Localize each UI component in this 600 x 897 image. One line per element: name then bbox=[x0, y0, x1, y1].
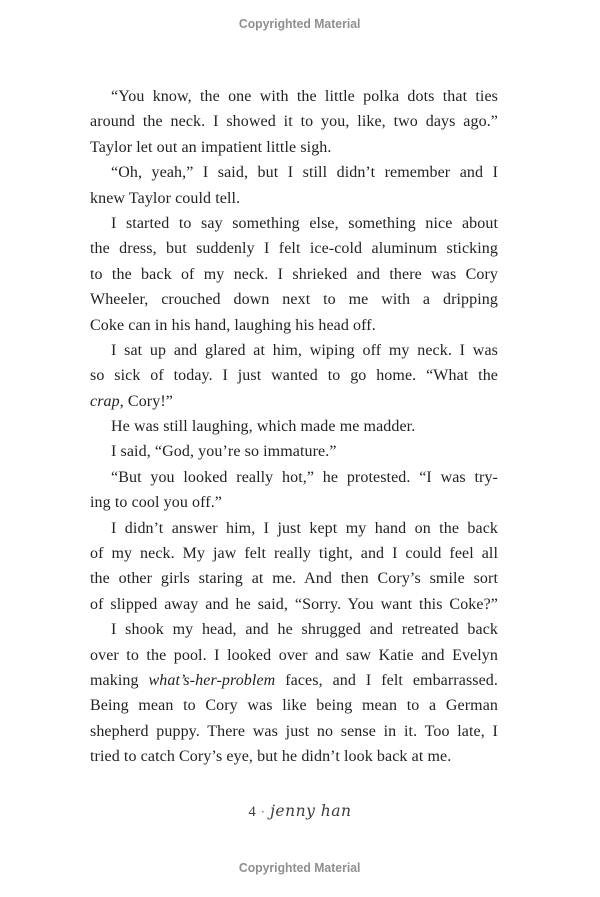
text-line bbox=[90, 414, 498, 439]
text-line bbox=[90, 135, 498, 160]
paragraph bbox=[90, 465, 498, 516]
paragraph bbox=[90, 414, 498, 439]
text-segment: of my neck. My jaw felt really tight, and I could feel all bbox=[90, 545, 498, 563]
text-line bbox=[90, 668, 498, 693]
text-segment: making bbox=[90, 671, 149, 689]
text-segment: Wheeler, crouched down next to me with a dripping bbox=[90, 291, 498, 309]
text-line bbox=[90, 592, 498, 617]
text-line bbox=[90, 287, 498, 312]
text-segment: I sat up and glared at him, wiping off my neck. I was bbox=[111, 341, 498, 359]
paragraph bbox=[90, 617, 498, 769]
text-line bbox=[90, 490, 498, 515]
text-line bbox=[90, 363, 498, 388]
text-segment: I started to say something else, something nice about bbox=[111, 214, 498, 232]
text-line bbox=[90, 541, 498, 566]
text-segment: I shook my head, and he shrugged and retreated back bbox=[111, 621, 498, 639]
text-segment: “You know, the one with the little polka dots that ties bbox=[111, 88, 498, 105]
text-line bbox=[90, 693, 498, 718]
paragraph bbox=[90, 160, 498, 211]
copyright-notice-bottom-text: Copyrighted Material bbox=[239, 860, 361, 875]
text-line bbox=[90, 566, 498, 591]
text-line bbox=[90, 211, 498, 236]
text-segment: Taylor let out an impatient little sigh. bbox=[90, 138, 332, 156]
author-name: jenny han bbox=[270, 802, 352, 820]
text-segment: over to the pool. I looked over and saw Katie and Evelyn bbox=[90, 646, 498, 664]
text-line bbox=[90, 516, 498, 541]
paragraph bbox=[90, 211, 498, 338]
text-line bbox=[90, 262, 498, 287]
text-segment: ing to cool you off.” bbox=[90, 494, 223, 512]
text-line bbox=[90, 313, 498, 338]
page-footer bbox=[0, 802, 600, 821]
text-segment: faces, and I felt embarrassed. bbox=[275, 671, 498, 689]
text-segment: tried to catch Cory’s eye, but he didn’t look back at me. bbox=[90, 748, 452, 766]
text-segment: Coke can in his hand, laughing his head off. bbox=[90, 316, 376, 334]
text-line bbox=[90, 744, 498, 769]
text-line bbox=[90, 465, 498, 490]
separator-dot: · bbox=[260, 804, 266, 819]
text-line bbox=[90, 109, 498, 134]
text-segment: I said, “God, you’re so immature.” bbox=[111, 443, 337, 461]
text-segment: around the neck. I showed it to you, like, two days ago.” bbox=[90, 113, 498, 131]
text-segment: He was still laughing, which made me madder. bbox=[111, 418, 416, 436]
text-segment: crap bbox=[90, 392, 120, 410]
text-segment: knew Taylor could tell. bbox=[90, 189, 241, 207]
copyright-notice-top-text: Copyrighted Material bbox=[239, 16, 361, 31]
page-number: 4 bbox=[248, 804, 256, 820]
text-segment: “Oh, yeah,” I said, but I still didn’t remember and I bbox=[111, 164, 498, 182]
text-line bbox=[90, 643, 498, 668]
text-segment: I didn’t answer him, I just kept my hand on the back bbox=[111, 519, 498, 537]
text-segment: the other girls staring at me. And then Cory’s smile sort bbox=[90, 570, 498, 588]
text-line bbox=[90, 617, 498, 642]
text-line bbox=[90, 439, 498, 464]
paragraph bbox=[90, 84, 498, 160]
text-segment: of slipped away and he said, “Sorry. You want this Coke?” bbox=[90, 595, 498, 613]
text-segment: Being mean to Cory was like being mean to a German bbox=[90, 697, 498, 715]
paragraph bbox=[90, 338, 498, 414]
text-segment: so sick of today. I just wanted to go home. “What the bbox=[90, 367, 498, 385]
text-line bbox=[90, 160, 498, 185]
copyright-notice-bottom bbox=[0, 860, 600, 875]
text-segment: “But you looked really hot,” he protested. “I was try- bbox=[111, 468, 498, 486]
text-segment: what’s-her-problem bbox=[148, 671, 276, 689]
text-segment: to the back of my neck. I shrieked and there was Cory bbox=[90, 265, 498, 283]
paragraph bbox=[90, 439, 498, 464]
text-line bbox=[90, 719, 498, 744]
text-line bbox=[90, 338, 498, 363]
text-line bbox=[90, 186, 498, 211]
text-line bbox=[90, 236, 498, 261]
text-segment: shepherd puppy. There was just no sense in it. Too late, I bbox=[90, 722, 498, 740]
copyright-notice-top bbox=[0, 16, 600, 31]
body-text bbox=[90, 84, 498, 770]
text-line bbox=[90, 84, 498, 109]
text-segment: , Cory!” bbox=[119, 392, 173, 410]
text-line bbox=[90, 389, 498, 414]
paragraph bbox=[90, 516, 498, 618]
text-segment: the dress, but suddenly I felt ice-cold aluminum sticking bbox=[90, 240, 498, 258]
